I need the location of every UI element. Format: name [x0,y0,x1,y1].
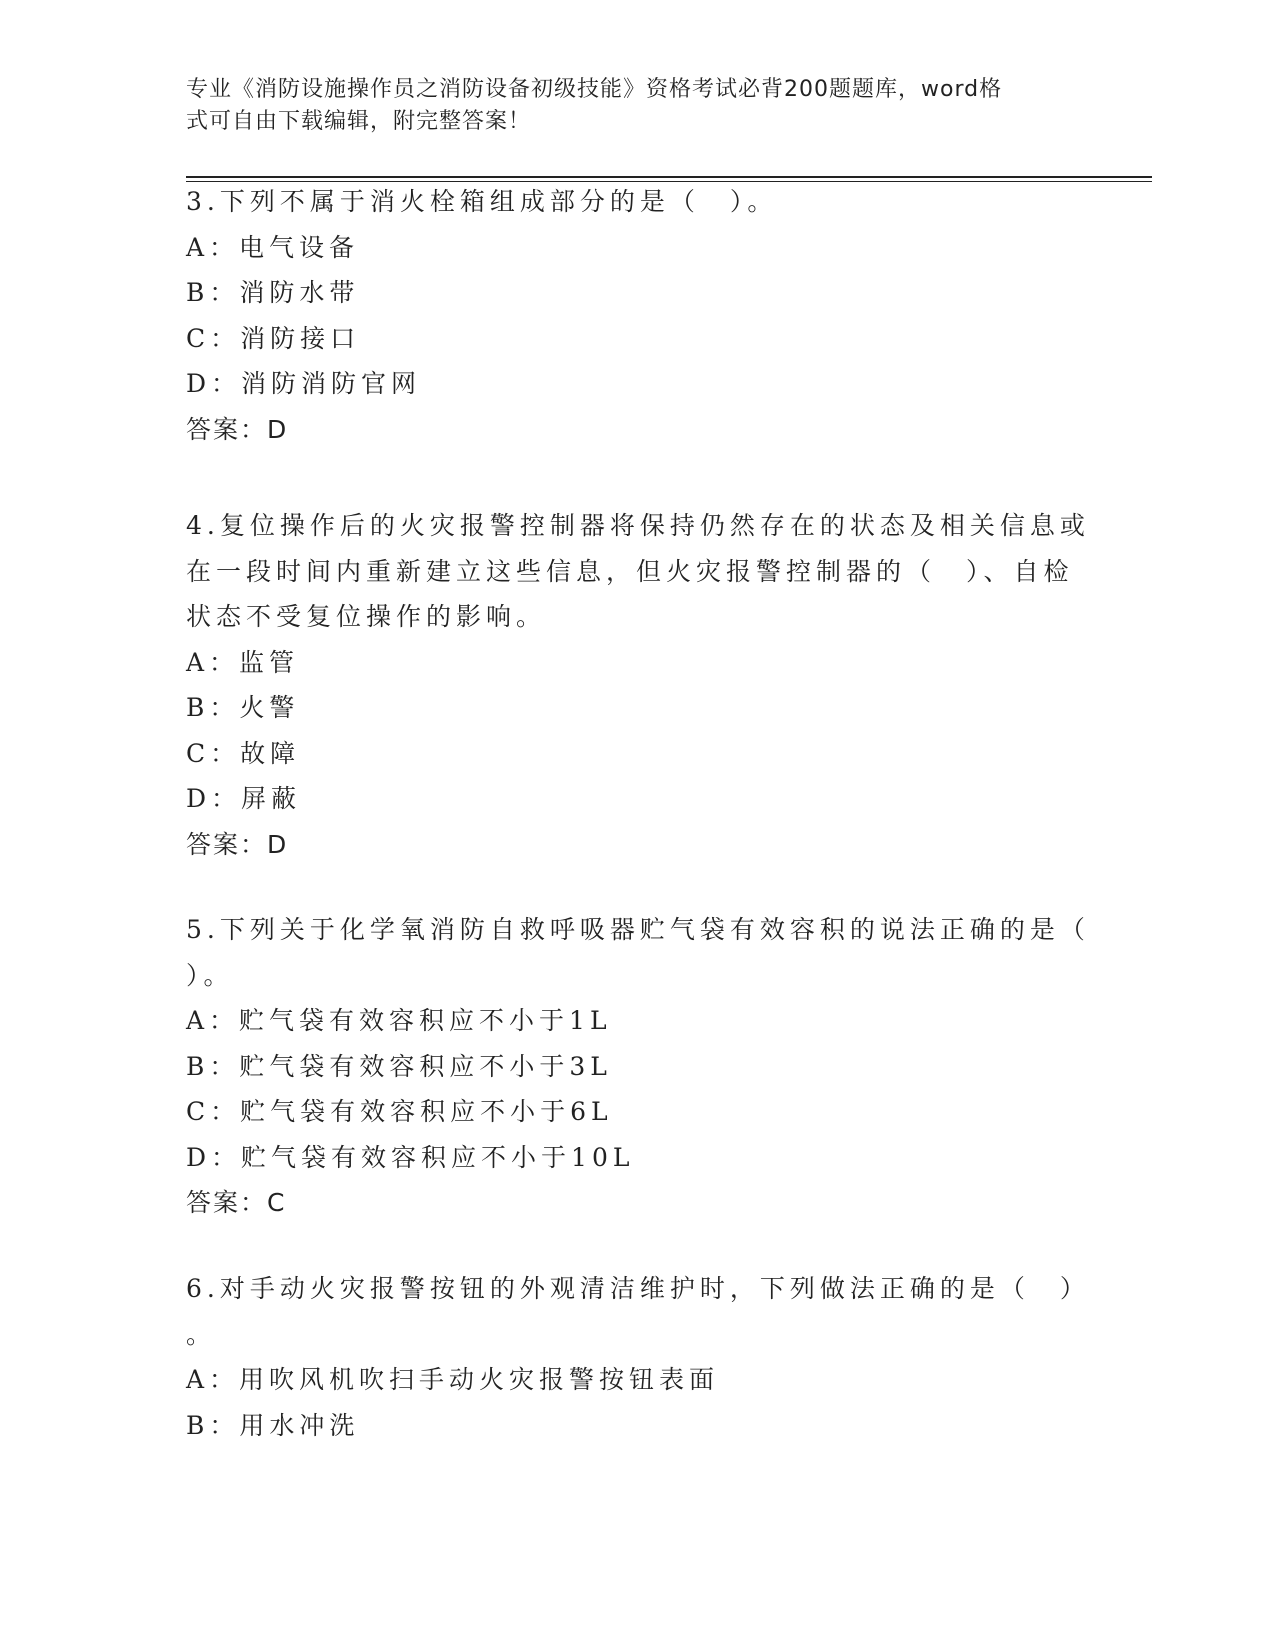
question-stem-line-3: 状态不受复位操作的影响。 [186,602,547,631]
option-d: D：贮气袋有效容积应不小于10L [186,1142,635,1172]
option-a: A：用吹风机吹扫手动火灾报警按钮表面 [186,1365,720,1394]
option-d: D：消防消防官网 [186,369,422,398]
question-stem-line-1: 5.下列关于化学氧消防自救呼吸器贮气袋有效容积的说法正确的是（ [186,915,1090,944]
answer: 答案：D [186,414,289,444]
header-line-2: 式可自由下载编辑，附完整答案！ [186,109,532,134]
option-b: B：消防水带 [186,278,360,307]
question-stem-line-1: 6.对手动火灾报警按钮的外观清洁维护时，下列做法正确的是（ ） [186,1274,1090,1303]
header-line-1: 专业《消防设施操作员之消防设备初级技能》资格考试必背200题题库，word格 [186,77,1003,102]
option-c: C：消防接口 [186,323,361,353]
option-d: D：屏蔽 [186,784,302,813]
question-6 [186,1266,1090,1448]
header-divider-thick [186,176,1152,178]
option-a: A：电气设备 [186,232,360,262]
question-4 [186,503,1090,867]
option-c: C：贮气袋有效容积应不小于6L [186,1097,613,1126]
option-a: A：监管 [186,647,300,677]
answer: 答案：D [186,829,289,859]
option-c: C：故障 [186,738,301,768]
question-stem-line-1: 4.复位操作后的火灾报警控制器将保持仍然存在的状态及相关信息或 [186,511,1090,540]
option-b: B：贮气袋有效容积应不小于3L [186,1051,612,1081]
option-a: A：贮气袋有效容积应不小于1L [186,1006,612,1035]
question-stem-line-2: ）。 [186,960,234,990]
question-3 [186,179,1066,452]
question-stem-line-2: 。 [186,1319,217,1349]
question-stem-line-2: 在一段时间内重新建立这些信息，但火灾报警控制器的（ ）、自检 [186,556,1074,586]
question-5 [186,907,1090,1226]
question-stem: 3.下列不属于消火栓箱组成部分的是（ ）。 [186,187,778,216]
option-b: B：火警 [186,693,300,722]
option-b: B：用水冲洗 [186,1410,360,1440]
answer: 答案：C [186,1188,287,1217]
document-header [186,74,1066,138]
